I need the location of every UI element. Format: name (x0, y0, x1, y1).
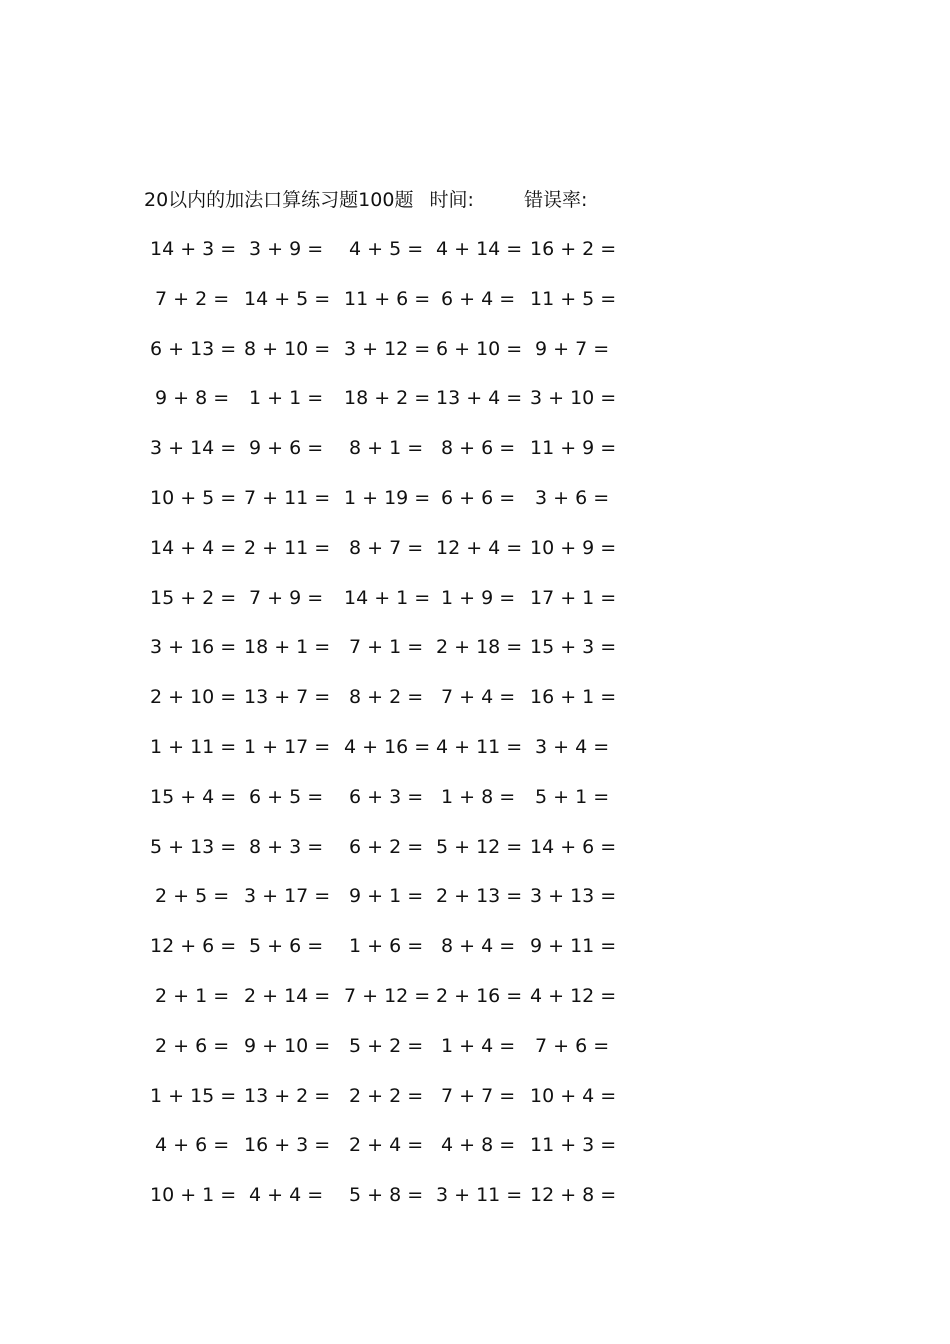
problem-item: 4 + 11 = (436, 736, 523, 758)
problem-item: 11 + 9 = (530, 437, 617, 459)
problem-item: 14 + 6 = (530, 836, 617, 858)
problem-item: 16 + 2 = (530, 238, 617, 260)
problem-item: 7 + 11 = (244, 487, 331, 509)
problem-item: 15 + 2 = (150, 587, 237, 609)
problem-item: 13 + 2 = (244, 1085, 331, 1107)
problem-item: 2 + 16 = (436, 985, 523, 1007)
problem-item: 2 + 5 = (155, 885, 230, 907)
problem-item: 8 + 1 = (349, 437, 424, 459)
problem-item: 14 + 3 = (150, 238, 237, 260)
problem-item: 2 + 10 = (150, 686, 237, 708)
problem-item: 2 + 4 = (349, 1134, 424, 1156)
problem-item: 14 + 4 = (150, 537, 237, 559)
problem-item: 16 + 3 = (244, 1134, 331, 1156)
problem-item: 7 + 6 = (535, 1035, 610, 1057)
problem-item: 9 + 7 = (535, 338, 610, 360)
problem-item: 1 + 4 = (441, 1035, 516, 1057)
problem-item: 5 + 1 = (535, 786, 610, 808)
problem-item: 3 + 17 = (244, 885, 331, 907)
problem-item: 18 + 2 = (344, 387, 431, 409)
problem-item: 4 + 12 = (530, 985, 617, 1007)
problem-item: 14 + 5 = (244, 288, 331, 310)
problem-item: 11 + 6 = (344, 288, 431, 310)
problem-item: 10 + 1 = (150, 1184, 237, 1206)
problem-item: 8 + 3 = (249, 836, 324, 858)
problem-item: 16 + 1 = (530, 686, 617, 708)
problem-item: 3 + 9 = (249, 238, 324, 260)
problem-item: 9 + 8 = (155, 387, 230, 409)
problem-item: 15 + 4 = (150, 786, 237, 808)
problem-item: 3 + 10 = (530, 387, 617, 409)
problem-item: 1 + 15 = (150, 1085, 237, 1107)
problem-item: 5 + 2 = (349, 1035, 424, 1057)
problem-item: 10 + 4 = (530, 1085, 617, 1107)
worksheet-title: 20以内的加法口算练习题100题 (144, 189, 414, 211)
problem-item: 12 + 6 = (150, 935, 237, 957)
problem-item: 13 + 4 = (436, 387, 523, 409)
problem-item: 2 + 1 = (155, 985, 230, 1007)
problem-item: 1 + 6 = (349, 935, 424, 957)
problem-item: 2 + 14 = (244, 985, 331, 1007)
error-rate-label: 错误率: (523, 189, 588, 211)
problem-item: 6 + 10 = (436, 338, 523, 360)
problem-item: 6 + 2 = (349, 836, 424, 858)
problem-item: 11 + 3 = (530, 1134, 617, 1156)
problem-item: 7 + 1 = (349, 636, 424, 658)
problem-item: 6 + 3 = (349, 786, 424, 808)
problem-item: 7 + 4 = (441, 686, 516, 708)
problem-item: 3 + 11 = (436, 1184, 523, 1206)
problem-item: 1 + 17 = (244, 736, 331, 758)
problem-item: 17 + 1 = (530, 587, 617, 609)
problem-item: 3 + 14 = (150, 437, 237, 459)
problem-item: 13 + 7 = (244, 686, 331, 708)
problem-item: 1 + 8 = (441, 786, 516, 808)
problem-item: 7 + 2 = (155, 288, 230, 310)
problem-item: 14 + 1 = (344, 587, 431, 609)
problem-item: 4 + 8 = (441, 1134, 516, 1156)
problem-item: 1 + 9 = (441, 587, 516, 609)
problem-item: 6 + 13 = (150, 338, 237, 360)
problem-item: 3 + 13 = (530, 885, 617, 907)
problem-item: 4 + 16 = (344, 736, 431, 758)
problem-item: 4 + 4 = (249, 1184, 324, 1206)
problem-item: 8 + 10 = (244, 338, 331, 360)
problem-item: 3 + 16 = (150, 636, 237, 658)
problem-item: 8 + 2 = (349, 686, 424, 708)
problem-item: 12 + 8 = (530, 1184, 617, 1206)
problem-item: 9 + 1 = (349, 885, 424, 907)
problem-item: 5 + 8 = (349, 1184, 424, 1206)
problem-item: 12 + 4 = (436, 537, 523, 559)
problem-item: 5 + 13 = (150, 836, 237, 858)
problem-item: 4 + 14 = (436, 238, 523, 260)
problem-item: 15 + 3 = (530, 636, 617, 658)
problem-item: 11 + 5 = (530, 288, 617, 310)
problem-item: 4 + 5 = (349, 238, 424, 260)
problem-item: 10 + 9 = (530, 537, 617, 559)
problem-item: 1 + 19 = (344, 487, 431, 509)
problem-item: 2 + 13 = (436, 885, 523, 907)
problem-item: 1 + 1 = (249, 387, 324, 409)
problem-item: 8 + 7 = (349, 537, 424, 559)
problem-item: 6 + 5 = (249, 786, 324, 808)
problem-item: 2 + 2 = (349, 1085, 424, 1107)
problem-item: 2 + 6 = (155, 1035, 230, 1057)
problem-item: 7 + 7 = (441, 1085, 516, 1107)
problem-item: 7 + 9 = (249, 587, 324, 609)
problem-item: 7 + 12 = (344, 985, 431, 1007)
problem-item: 18 + 1 = (244, 636, 331, 658)
problem-item: 9 + 11 = (530, 935, 617, 957)
problem-item: 6 + 4 = (441, 288, 516, 310)
problem-item: 3 + 12 = (344, 338, 431, 360)
problem-item: 4 + 6 = (155, 1134, 230, 1156)
problem-item: 2 + 11 = (244, 537, 331, 559)
problem-item: 9 + 6 = (249, 437, 324, 459)
problem-item: 5 + 12 = (436, 836, 523, 858)
problem-item: 2 + 18 = (436, 636, 523, 658)
problem-item: 6 + 6 = (441, 487, 516, 509)
worksheet-header (144, 186, 587, 214)
problem-item: 9 + 10 = (244, 1035, 331, 1057)
time-label: 时间: (429, 189, 474, 211)
problem-item: 8 + 4 = (441, 935, 516, 957)
problem-item: 8 + 6 = (441, 437, 516, 459)
problem-item: 3 + 4 = (535, 736, 610, 758)
problem-item: 1 + 11 = (150, 736, 237, 758)
problem-item: 3 + 6 = (535, 487, 610, 509)
problem-item: 5 + 6 = (249, 935, 324, 957)
problem-item: 10 + 5 = (150, 487, 237, 509)
